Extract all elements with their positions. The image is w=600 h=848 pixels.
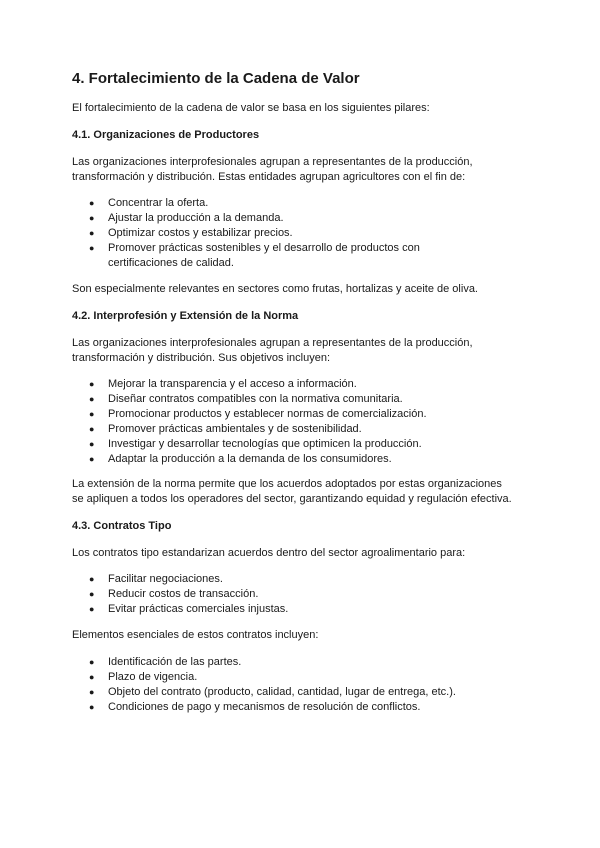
list-item: ● Adaptar la producción a la demanda de los consumidores. bbox=[89, 453, 392, 465]
bullet-icon: ● bbox=[89, 379, 95, 389]
list-item: ● Plazo de vigencia. bbox=[89, 671, 198, 683]
section-4-1-paragraph: Las organizaciones interprofesionales agrupan a representantes de la producción, transformación y distribución. Estas entidades agrupan agricultores con el fin de: bbox=[72, 156, 473, 183]
bullet-icon: ● bbox=[89, 672, 95, 682]
bullet-icon: ● bbox=[89, 394, 95, 404]
bullet-icon: ● bbox=[89, 213, 95, 223]
section-4-2 bbox=[72, 309, 512, 324]
section-4-3-paragraph-block bbox=[72, 546, 512, 561]
bullet-icon: ● bbox=[89, 243, 95, 253]
bullet-icon: ● bbox=[89, 439, 95, 449]
list-item: ● Evitar prácticas comerciales injustas. bbox=[89, 603, 289, 615]
bullet-icon: ● bbox=[89, 604, 95, 614]
section-4-2-paragraph: Las organizaciones interprofesionales agrupan a representantes de la producción, transformación y distribución. Sus objetivos incluyen: bbox=[72, 337, 473, 364]
section-4-1-list-block bbox=[72, 196, 512, 271]
list-item: ● Objeto del contrato (producto, calidad, cantidad, lugar de entrega, etc.). bbox=[89, 686, 456, 698]
list-item: ● Promocionar productos y establecer normas de comercialización. bbox=[89, 408, 427, 420]
bullet-icon: ● bbox=[89, 228, 95, 238]
section-4-3-heading: 4.3. Contratos Tipo bbox=[72, 520, 172, 532]
section-4-1-closing-block bbox=[72, 282, 512, 297]
list-item: ● Ajustar la producción a la demanda. bbox=[89, 212, 284, 224]
section-4-3-list-block bbox=[72, 572, 512, 617]
section-4-2-closing: La extensión de la norma permite que los acuerdos adoptados por estas organizaciones se apliquen a todos los operadores del sector, garantizando equidad y regulación efectiva. bbox=[72, 478, 512, 505]
section-4-3-paragraph2: Elementos esenciales de estos contratos incluyen: bbox=[72, 629, 319, 641]
section-title: 4. Fortalecimiento de la Cadena de Valor bbox=[72, 70, 360, 87]
section-4-1-closing: Son especialmente relevantes en sectores como frutas, hortalizas y aceite de oliva. bbox=[72, 283, 478, 295]
bullet-icon: ● bbox=[89, 409, 95, 419]
list-item: ● Identificación de las partes. bbox=[89, 656, 242, 668]
bullet-icon: ● bbox=[89, 454, 95, 464]
intro-block bbox=[72, 101, 512, 116]
list-item: ● Investigar y desarrollar tecnologías que optimicen la producción. bbox=[89, 438, 422, 450]
list-item: ● Concentrar la oferta. bbox=[89, 197, 209, 209]
list-item: ● Condiciones de pago y mecanismos de resolución de conflictos. bbox=[89, 701, 421, 713]
list-item: ● Diseñar contratos compatibles con la normativa comunitaria. bbox=[89, 393, 403, 405]
bullet-icon: ● bbox=[89, 657, 95, 667]
list-item: ● Promover prácticas sostenibles y el desarrollo de productos con certificaciones de calidad. bbox=[89, 242, 420, 269]
section-4-2-list bbox=[72, 377, 512, 467]
section-4-3-list2 bbox=[72, 655, 512, 715]
section-4-2-heading: 4.2. Interprofesión y Extensión de la Norma bbox=[72, 310, 299, 322]
list-item: ● Reducir costos de transacción. bbox=[89, 588, 259, 600]
section-4-1-heading: 4.1. Organizaciones de Productores bbox=[72, 129, 260, 141]
section-4-2-paragraph-block bbox=[72, 336, 512, 366]
section-4-3-paragraph2-block bbox=[72, 628, 512, 643]
bullet-icon: ● bbox=[89, 198, 95, 208]
section-4-1-paragraph-block bbox=[72, 155, 512, 185]
section-4-3 bbox=[72, 519, 512, 534]
list-item: ● Mejorar la transparencia y el acceso a información. bbox=[89, 378, 357, 390]
section-4-2-closing-block bbox=[72, 477, 512, 507]
bullet-icon: ● bbox=[89, 589, 95, 599]
section-4-1 bbox=[72, 128, 512, 143]
section-4-3-paragraph: Los contratos tipo estandarizan acuerdos dentro del sector agroalimentario para: bbox=[72, 547, 466, 559]
section-4-3-list2-block bbox=[72, 655, 512, 715]
list-item: ● Optimizar costos y estabilizar precios. bbox=[89, 227, 293, 239]
bullet-icon: ● bbox=[89, 424, 95, 434]
section-4-2-list-block bbox=[72, 377, 512, 467]
list-item: ● Facilitar negociaciones. bbox=[89, 573, 223, 585]
bullet-icon: ● bbox=[89, 574, 95, 584]
intro-paragraph: El fortalecimiento de la cadena de valor se basa en los siguientes pilares: bbox=[72, 102, 430, 114]
section-4-3-list bbox=[72, 572, 512, 617]
list-item: ● Promover prácticas ambientales y de sostenibilidad. bbox=[89, 423, 362, 435]
section-4-1-list bbox=[72, 196, 512, 271]
bullet-icon: ● bbox=[89, 687, 95, 697]
bullet-icon: ● bbox=[89, 702, 95, 712]
